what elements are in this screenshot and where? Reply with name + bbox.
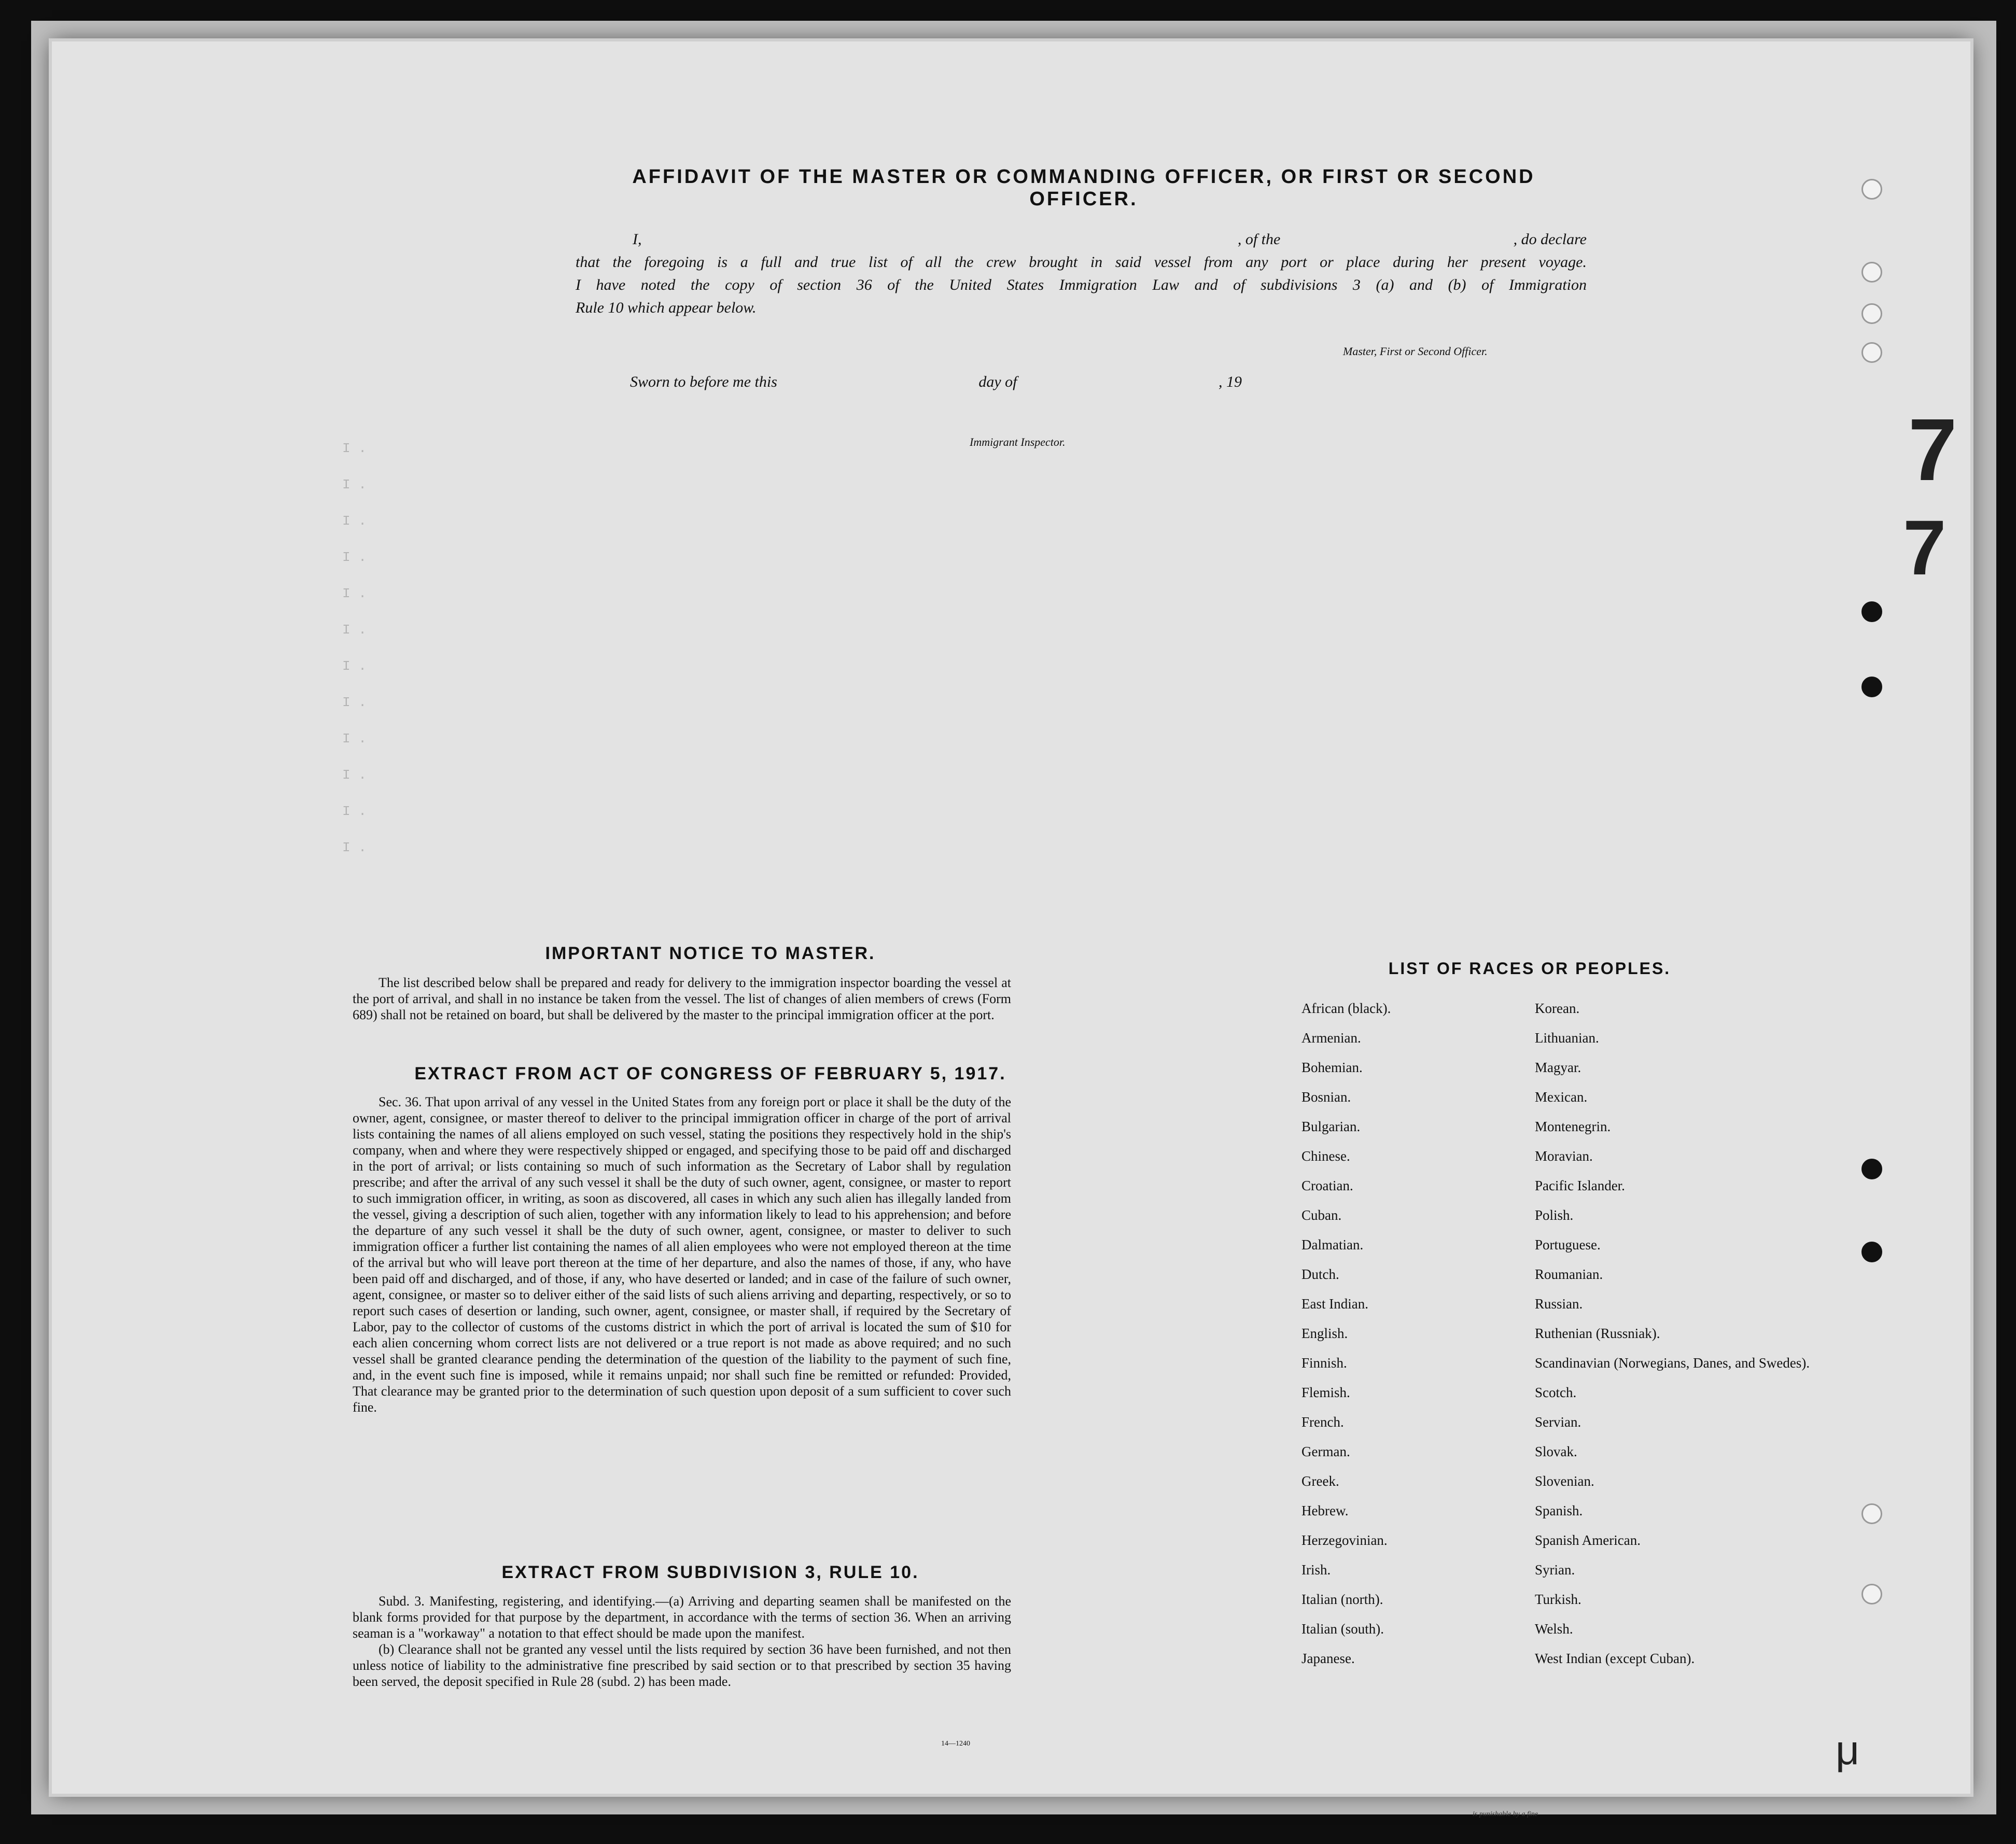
handwritten-mark-corner: μ [1836,1727,1860,1773]
year-text: , 19 [1219,373,1242,390]
race-item: Servian. [1535,1414,1581,1430]
race-item: African (black). [1301,1001,1391,1016]
race-item: Roumanian. [1535,1266,1603,1282]
race-item: Magyar. [1535,1060,1581,1075]
race-item: Welsh. [1535,1621,1573,1637]
extract-act-title: EXTRACT FROM ACT OF CONGRESS OF FEBRUARY 5, 1917. [414,1064,1006,1083]
race-item: Armenian. [1301,1030,1361,1046]
extract-rule-paragraph [353,1593,1011,1690]
declaration-do-declare: , do declare [1513,231,1587,248]
race-item: Lithuanian. [1535,1030,1599,1046]
punched-hole [1861,1242,1882,1262]
race-item: Scandinavian (Norwegians, Danes, and Swedes). [1535,1355,1810,1371]
punched-hole [1861,1159,1882,1179]
race-item: Pacific Islander. [1535,1178,1625,1193]
race-item: Chinese. [1301,1148,1350,1164]
race-item: Greek. [1301,1473,1339,1489]
race-item: Korean. [1535,1001,1580,1016]
inspector-signature-caption: Immigrant Inspector. [970,435,1066,448]
binder-hole [1861,179,1882,200]
race-item: Italian (north). [1301,1592,1383,1607]
declaration-line-2: that the foregoing is a full and true list of all the crew brought in said vessel from any port or place during her present voyage. [576,254,1587,271]
race-item: Slovenian. [1535,1473,1594,1489]
race-item: Italian (south). [1301,1621,1384,1637]
declaration-of-the: , of the [1237,231,1281,248]
race-item: Polish. [1535,1207,1574,1223]
race-item: Bosnian. [1301,1089,1351,1105]
race-item: East Indian. [1301,1296,1368,1312]
declaration-block [576,228,1587,319]
notice-title: IMPORTANT NOTICE TO MASTER. [545,944,876,963]
bottom-strip-text: is punishable by a fine [1473,1810,1538,1818]
binder-hole [1861,1584,1882,1604]
races-list [1301,1001,1820,1680]
binder-hole [1861,1503,1882,1524]
form-number: 14—1240 [941,1740,970,1748]
declaration-line-1 [576,228,1587,251]
race-item: Croatian. [1301,1178,1353,1193]
binder-hole [1861,342,1882,363]
race-item: Scotch. [1535,1385,1577,1400]
affidavit-title: AFFIDAVIT OF THE MASTER OR COMMANDING OFFICER, OR FIRST OR SECOND OFFICER. [632,166,1535,210]
sworn-text: Sworn to before me this [630,373,777,390]
race-item: Turkish. [1535,1592,1581,1607]
race-item: Dalmatian. [1301,1237,1364,1252]
declaration-line-3: I have noted the copy of section 36 of the United States Immigration Law and of subdivisions 3 (a) and (b) of Immigration [576,276,1587,293]
binder-hole [1861,303,1882,324]
declaration-i: I, [633,231,642,248]
race-item: Slovak. [1535,1444,1577,1459]
race-item: Dutch. [1301,1266,1339,1282]
punched-hole [1861,677,1882,697]
race-item: Bohemian. [1301,1060,1363,1075]
race-item: Bulgarian. [1301,1119,1361,1134]
race-item: Finnish. [1301,1355,1347,1371]
race-item: Portuguese. [1535,1237,1601,1252]
sworn-line [630,373,1242,391]
extract-act-paragraph [353,1094,1011,1415]
race-item: Syrian. [1535,1562,1575,1578]
day-of-text: day of [978,373,1017,390]
race-item: Ruthenian (Russniak). [1535,1326,1660,1341]
race-item: English. [1301,1326,1348,1341]
race-item: German. [1301,1444,1350,1459]
master-signature-caption: Master, First or Second Officer. [1343,345,1488,358]
race-item: Mexican. [1535,1089,1588,1105]
races-title: LIST OF RACES OR PEOPLES. [1388,959,1671,978]
binder-hole [1861,262,1882,283]
race-item: Cuban. [1301,1207,1342,1223]
declaration-line-4: Rule 10 which appear below. [576,299,757,316]
extract-rule-text-a: Subd. 3. Manifesting, registering, and identifying.—(a) Arriving and departing seamen shall be manifested on the blank forms provided for that purpose by the department, in accordance with the terms of section 36. When an arriving seaman is a "workaway" a notation to that effect should be made upon the manifest. [353,1594,1011,1641]
extract-rule-text-b: (b) Clearance shall not be granted any vessel until the lists required by section 36 have been furnished, and not then unless notice of liability to the administrative fine prescribed by said section or to that prescribed by section 35 having been served, the deposit specified in Rule 28 (subd. 2) has been made. [353,1642,1011,1689]
bleed-through-marks: I . I . I . I . I . I . I . I . I . I . I . I . [342,441,367,855]
handwritten-mark-bottom: 7 [1903,504,1947,591]
race-item: Japanese. [1301,1651,1355,1666]
extract-rule-title: EXTRACT FROM SUBDIVISION 3, RULE 10. [501,1563,919,1582]
race-item: Moravian. [1535,1148,1593,1164]
handwritten-mark-top: 7 [1908,401,1957,499]
notice-text: The list described below shall be prepared and ready for delivery to the immigration inspector boarding the vessel at the port of arrival, and shall in no instance be taken from the vessel. The list of changes of alien members of crews (Form 689) shall not be retained on board, but shall be delivered by the master to the principal immigration officer at the port. [353,975,1011,1022]
notice-paragraph [353,975,1011,1023]
race-item: Russian. [1535,1296,1583,1312]
extract-act-text: Sec. 36. That upon arrival of any vessel in the United States from any foreign port or place it shall be the duty of the owner, agent, consignee, or master thereof to deliver to the principal immigration officer in charge of the port of arrival lists containing the names of all aliens employed on such vessel, stating the positions they respectively hold in the ship's company, when and where they were respectively shipped or engaged, and specifying those to be paid off and discharged in the port of arrival; or lists containing so much of such information as the Secretary of Labor shall by regulation prescribe; and after the arrival of any such vessel it shall be the duty of such owner, agent, consignee, or master to report to such immigration officer, in writing, as soon as discovered, all cases in which any such alien has illegally landed from the vessel, giving a description of such alien, together with any information likely to lead to his apprehension; and before the departure of any such vessel it shall be the duty of such owner, agent, consignee, or master to deliver to such immigration officer a further list containing the names of all alien employees who were not employed thereon at the time of the arrival but who will leave port thereon at the time of her departure, and also the names of those, if any, who have been paid off and discharged, and of those, if any, who have deserted or landed; and in case of the failure of such owner, agent, consignee, or master so to deliver either of the said lists of such aliens arriving and departing, respectively, or so to report such cases of desertion or landing, such owner, agent, consignee, or master shall, if required by the Secretary of Labor, pay to the collector of customs of the customs district in which the port of arrival is located the sum of $10 for each alien concerning whom correct lists are not delivered or a true report is not made as above required; and no such vessel shall be granted clearance pending the determination of the question of the liability to the payment of such fine, and, in the event such fine is imposed, while it remains unpaid; nor shall such fine be remitted or refunded: Provided, That clearance may be granted prior to the determination of such question upon deposit of a sum sufficient to cover such fine. [353,1094,1011,1415]
race-item: Spanish American. [1535,1532,1641,1548]
race-item: Spanish. [1535,1503,1583,1518]
race-item: West Indian (except Cuban). [1535,1651,1695,1666]
race-item: Montenegrin. [1535,1119,1611,1134]
race-item: French. [1301,1414,1344,1430]
race-item: Hebrew. [1301,1503,1349,1518]
punched-hole [1861,601,1882,622]
race-item: Herzegovinian. [1301,1532,1388,1548]
document-page [52,41,1970,1818]
race-item: Irish. [1301,1562,1331,1578]
race-item: Flemish. [1301,1385,1350,1400]
